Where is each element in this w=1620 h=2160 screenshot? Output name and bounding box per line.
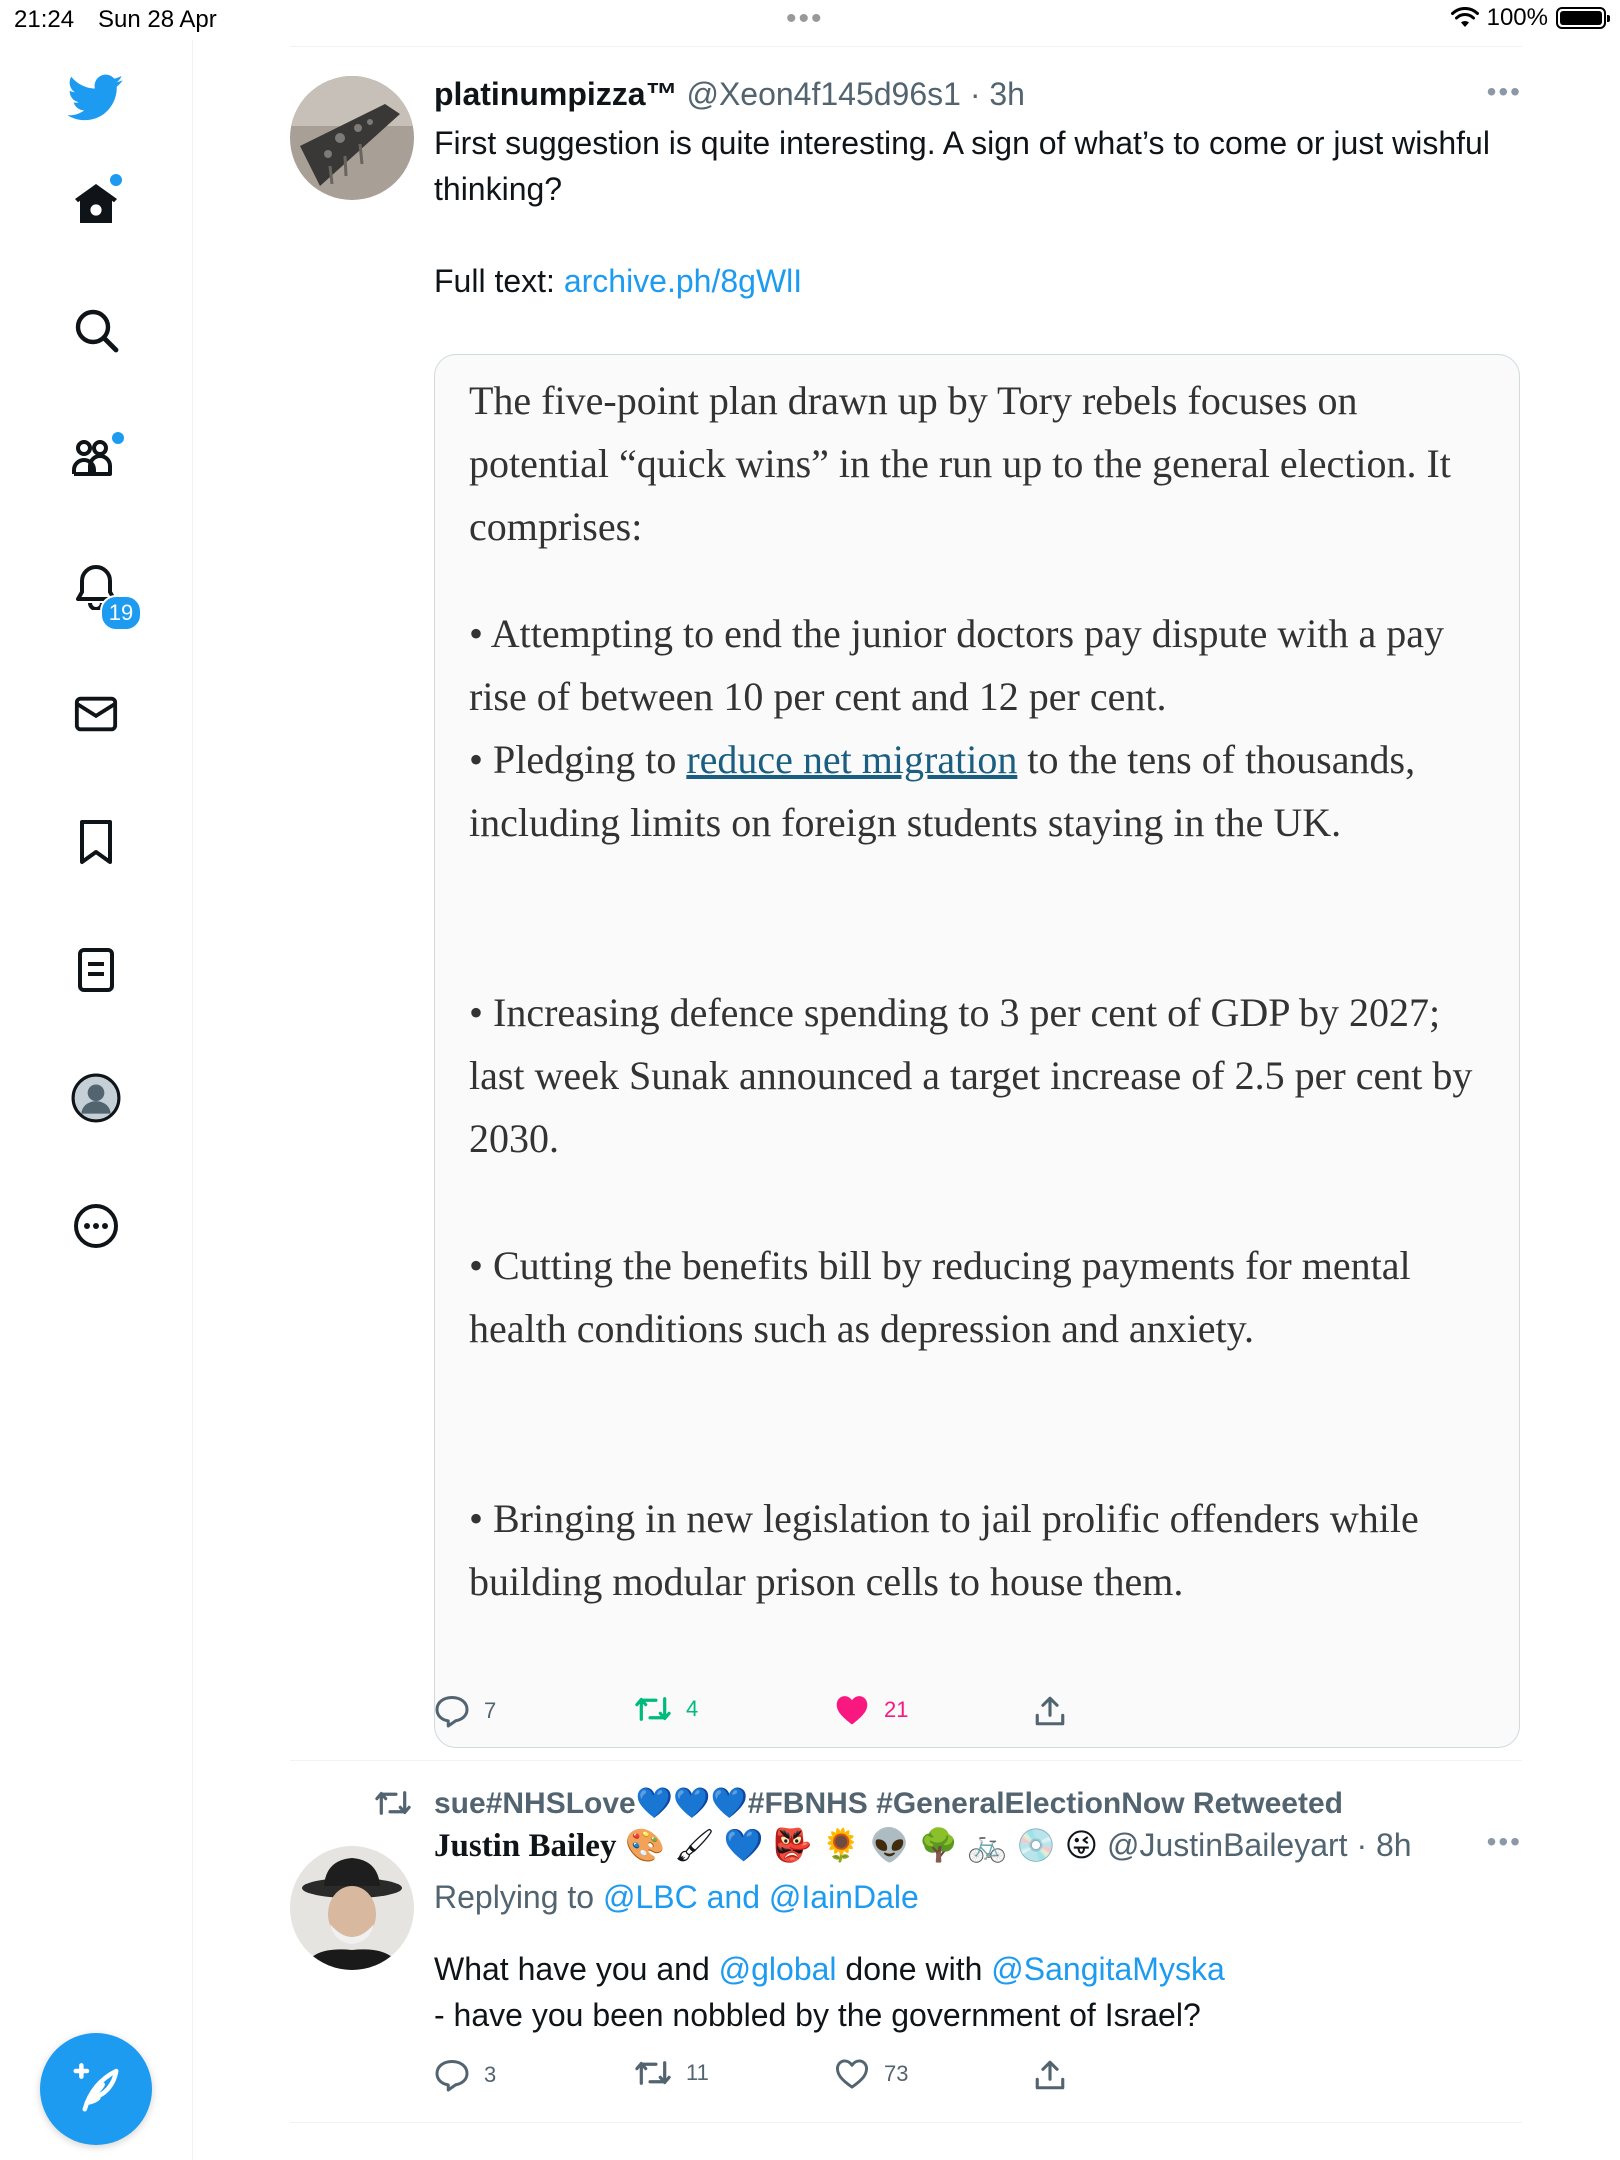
status-bar xyxy=(0,0,1620,40)
tweet-fulltext-line xyxy=(434,258,1514,304)
tweet-text: First suggestion is quite interesting. A sign of what’s to come or just wishful thinking? xyxy=(434,125,1490,207)
communities-unread-dot xyxy=(110,430,126,446)
sidebar-item-communities[interactable] xyxy=(60,422,132,494)
like-count: 21 xyxy=(884,1697,909,1722)
timeline-top-divider xyxy=(290,46,1522,47)
wifi-icon xyxy=(1451,7,1479,29)
sidebar-item-lists[interactable] xyxy=(60,934,132,1006)
like-button[interactable] xyxy=(834,1694,908,1726)
tweet-text-part: done with xyxy=(836,1951,992,1987)
retweet-count: 4 xyxy=(686,1696,699,1721)
sidebar-item-more[interactable] xyxy=(60,1190,132,1262)
quote-bullet-4: • Cutting the benefits bill by reducing payments for mental health conditions such as depression and anxiety. xyxy=(469,1243,1411,1351)
quote-intro: The five-point plan drawn up by Tory rebels focuses on potential “quick wins” in the run up to the general election. It comprises: xyxy=(469,378,1451,549)
retweet-icon xyxy=(634,1694,672,1724)
retweet-icon xyxy=(634,2058,672,2088)
compose-tweet-button[interactable] xyxy=(40,2033,152,2145)
sidebar-item-profile[interactable] xyxy=(60,1062,132,1134)
avatar[interactable] xyxy=(290,1846,414,1970)
home-icon xyxy=(72,181,120,227)
heart-icon xyxy=(834,2058,870,2090)
avatar[interactable] xyxy=(290,76,414,200)
author-name-emojis: 🎨 🖌 💙 👺 🌻 👽 🌳 🚲 💿 😜 xyxy=(625,1827,1099,1863)
bookmark-icon xyxy=(76,818,116,866)
tweet-actions xyxy=(434,1694,1434,1734)
author-handle[interactable]: @Xeon4f145d96s1 xyxy=(686,76,961,112)
replying-to xyxy=(434,1874,1514,1920)
retweeted-icon xyxy=(374,1788,412,1818)
replying-to-users[interactable]: @LBC and @IainDale xyxy=(602,1879,919,1915)
profile-avatar-icon xyxy=(71,1073,121,1123)
author-handle[interactable]: @JustinBaileyart xyxy=(1106,1827,1348,1863)
reply-count: 7 xyxy=(484,1698,497,1723)
multitasking-dots-icon[interactable]: ••• xyxy=(786,2,824,35)
heart-filled-icon xyxy=(834,1694,870,1726)
share-button[interactable] xyxy=(1034,2058,1066,2092)
sidebar-item-messages[interactable] xyxy=(60,678,132,750)
compose-feather-icon xyxy=(69,2062,123,2116)
sidebar-item-explore[interactable] xyxy=(60,294,132,366)
tweet-text xyxy=(434,1946,1514,2038)
reply-icon xyxy=(434,1694,470,1728)
notifications-badge: 19 xyxy=(100,595,142,631)
status-time: 21:24 xyxy=(14,6,75,33)
tweet-text-part: - have you been nobbled by the government of Israel? xyxy=(434,1997,1201,2033)
more-options-icon[interactable]: ••• xyxy=(1486,76,1522,107)
share-icon xyxy=(1034,1694,1066,1728)
retweet-count: 11 xyxy=(686,2060,709,2085)
sidebar-item-home[interactable] xyxy=(60,168,132,240)
mail-icon xyxy=(73,694,119,734)
twitter-logo-icon[interactable] xyxy=(60,62,132,134)
author-name[interactable]: platinumpizza™ xyxy=(434,76,678,112)
quote-bullet-2-pre: • Pledging to xyxy=(469,737,687,782)
sidebar-item-bookmarks[interactable] xyxy=(60,806,132,878)
reply-button[interactable] xyxy=(434,2058,496,2092)
tweet-header xyxy=(434,76,1025,113)
tweet-link[interactable]: archive.ph/8gWlI xyxy=(563,263,803,299)
quote-inline-link: reduce net migration xyxy=(686,737,1018,782)
sidebar xyxy=(0,40,193,2160)
full-text-label: Full text: xyxy=(434,263,555,299)
retweet-button[interactable] xyxy=(634,1694,698,1724)
reply-count: 3 xyxy=(484,2062,497,2087)
tweet-header xyxy=(434,1826,1412,1865)
battery-percent: 100% xyxy=(1486,4,1548,31)
more-circle-icon xyxy=(72,1202,120,1250)
mention-link[interactable]: @SangitaMyska xyxy=(991,1951,1225,1987)
reply-icon xyxy=(434,2058,470,2092)
retweeted-by[interactable]: sue#NHSLove💙💙💙#FBNHS #GeneralElectionNow Retweeted xyxy=(434,1787,1343,1820)
tweet-time[interactable]: · 3h xyxy=(969,76,1025,112)
retweet-button[interactable] xyxy=(634,2058,709,2088)
share-button[interactable] xyxy=(1034,1694,1066,1728)
like-count: 73 xyxy=(884,2061,909,2086)
home-unread-dot xyxy=(108,172,124,188)
status-right xyxy=(1451,4,1606,32)
like-button[interactable] xyxy=(834,2058,908,2090)
search-icon xyxy=(72,306,120,354)
quoted-image-card[interactable] xyxy=(434,354,1520,1748)
tweet-text-part: What have you and xyxy=(434,1951,719,1987)
quote-bullet-1: • Attempting to end the junior doctors pay dispute with a pay rise of between 10 per cent and 12 per cent. xyxy=(469,611,1444,719)
reply-button[interactable] xyxy=(434,1694,496,1728)
quote-bullet-2-post: to the tens of thousands, including limits on foreign students staying in the UK. xyxy=(469,737,1416,845)
tweet-divider xyxy=(290,2122,1522,2123)
tweet-time[interactable]: · 8h xyxy=(1356,1827,1412,1863)
mention-link[interactable]: @global xyxy=(718,1951,837,1987)
quote-bullet-5: • Bringing in new legislation to jail prolific offenders while building modular prison cells to house them. xyxy=(469,1496,1419,1604)
quote-bullet-3: • Increasing defence spending to 3 per cent of GDP by 2027; last week Sunak announced a target increase of 2.5 per cent by 2030. xyxy=(469,990,1473,1161)
lists-icon xyxy=(75,946,117,994)
share-icon xyxy=(1034,2058,1066,2092)
author-name[interactable]: Justin Bailey xyxy=(434,1828,617,1864)
tweet[interactable] xyxy=(290,76,1522,1756)
tweet-divider xyxy=(290,1760,1522,1761)
status-date: Sun 28 Apr xyxy=(98,6,217,33)
tweet-actions xyxy=(434,2058,1434,2098)
more-options-icon[interactable]: ••• xyxy=(1486,1826,1522,1857)
replying-label: Replying to xyxy=(434,1879,595,1915)
quote-bullet-2 xyxy=(469,728,1499,854)
battery-icon xyxy=(1556,7,1606,29)
tweet[interactable] xyxy=(290,1786,1522,2116)
